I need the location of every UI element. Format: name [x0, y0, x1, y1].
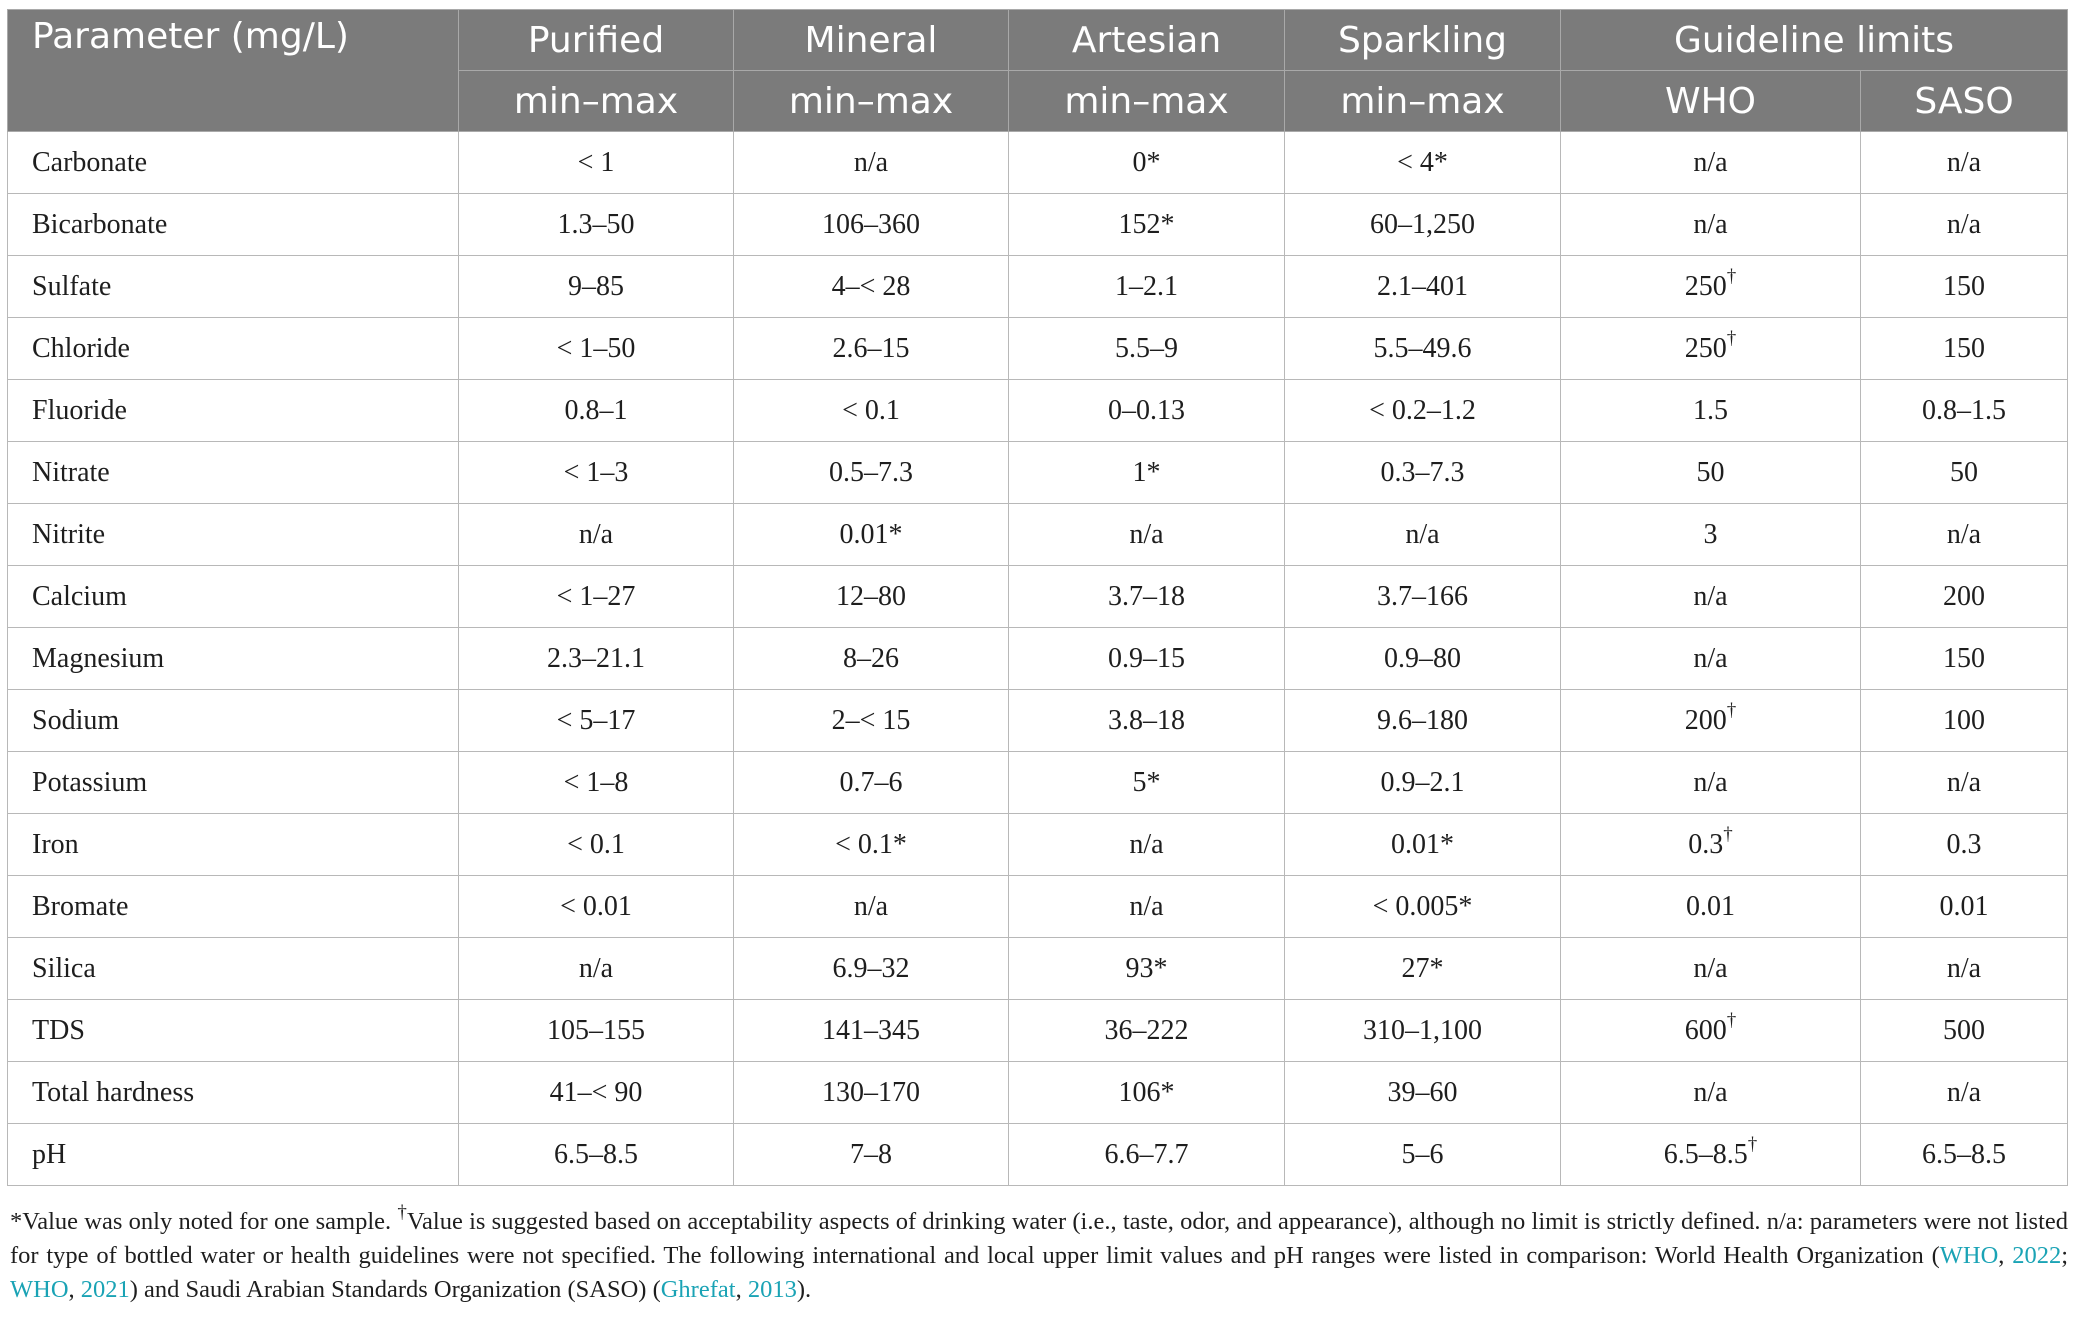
citation-link-who-2021[interactable]: WHO: [10, 1276, 69, 1303]
dagger-mark: †: [1747, 1134, 1758, 1156]
header-mineral: Mineral: [734, 10, 1009, 71]
citation-link-2013[interactable]: 2013: [747, 1276, 797, 1303]
cell-mineral: < 0.1*: [734, 814, 1009, 876]
cell-mineral: 106–360: [734, 194, 1009, 256]
who-value: n/a: [1693, 580, 1728, 612]
header-mineral-range: min–max: [734, 71, 1009, 132]
cell-saso: n/a: [1861, 752, 2068, 814]
citation-link-who-2022[interactable]: WHO: [1939, 1242, 1999, 1269]
cell-saso: 0.01: [1861, 876, 2068, 938]
footnote-text-1: *Value was only noted for one sample.: [10, 1208, 398, 1235]
cell-mineral: 7–8: [734, 1124, 1009, 1186]
separator: ,: [1998, 1242, 2013, 1269]
cell-sparkling: 5–6: [1285, 1124, 1561, 1186]
cell-who: [1561, 690, 1861, 752]
footnote-text-4: ).: [796, 1276, 812, 1303]
table-row: [8, 1124, 2068, 1186]
cell-who: [1561, 318, 1861, 380]
cell-saso: 150: [1861, 318, 2068, 380]
table-body: [8, 132, 2068, 1186]
cell-mineral: 2.6–15: [734, 318, 1009, 380]
cell-purified: 41–< 90: [459, 1062, 734, 1124]
header-artesian-range: min–max: [1009, 71, 1285, 132]
dagger-mark: †: [1726, 1010, 1737, 1032]
cell-purified: n/a: [459, 504, 734, 566]
cell-parameter-name: Bromate: [8, 876, 459, 938]
cell-mineral: n/a: [734, 132, 1009, 194]
cell-artesian: 106*: [1009, 1062, 1285, 1124]
who-value: n/a: [1693, 952, 1728, 984]
cell-parameter-name: Chloride: [8, 318, 459, 380]
who-value: n/a: [1693, 642, 1728, 674]
cell-sparkling: 0.9–2.1: [1285, 752, 1561, 814]
table-row: [8, 628, 2068, 690]
cell-artesian: 0.9–15: [1009, 628, 1285, 690]
cell-sparkling: 2.1–401: [1285, 256, 1561, 318]
cell-purified: < 1: [459, 132, 734, 194]
table-row: [8, 938, 2068, 1000]
cell-parameter-name: TDS: [8, 1000, 459, 1062]
cell-mineral: n/a: [734, 876, 1009, 938]
cell-saso: 150: [1861, 256, 2068, 318]
cell-mineral: 8–26: [734, 628, 1009, 690]
footnote-text-3: ) and Saudi Arabian Standards Organization (SASO) (: [129, 1276, 661, 1303]
table-row: [8, 876, 2068, 938]
cell-who: [1561, 752, 1861, 814]
cell-mineral: 0.7–6: [734, 752, 1009, 814]
header-who: WHO: [1561, 71, 1861, 132]
table-header: [8, 10, 2068, 132]
cell-purified: 2.3–21.1: [459, 628, 734, 690]
citation-link-2022[interactable]: 2022: [2012, 1242, 2062, 1269]
cell-who: [1561, 938, 1861, 1000]
cell-artesian: 5.5–9: [1009, 318, 1285, 380]
cell-purified: < 1–27: [459, 566, 734, 628]
cell-purified: 105–155: [459, 1000, 734, 1062]
who-value: n/a: [1693, 766, 1728, 798]
cell-saso: 0.8–1.5: [1861, 380, 2068, 442]
cell-purified: 0.8–1: [459, 380, 734, 442]
cell-purified: < 5–17: [459, 690, 734, 752]
cell-purified: < 1–50: [459, 318, 734, 380]
cell-purified: < 0.01: [459, 876, 734, 938]
separator: ,: [735, 1276, 748, 1303]
table-row: [8, 256, 2068, 318]
table-row: [8, 752, 2068, 814]
header-sparkling: Sparkling: [1285, 10, 1561, 71]
cell-saso: 150: [1861, 628, 2068, 690]
who-value: n/a: [1693, 146, 1728, 178]
cell-sparkling: 0.9–80: [1285, 628, 1561, 690]
cell-who: [1561, 628, 1861, 690]
cell-parameter-name: Nitrate: [8, 442, 459, 504]
cell-saso: 200: [1861, 566, 2068, 628]
cell-who: [1561, 876, 1861, 938]
cell-who: [1561, 442, 1861, 504]
table-row: [8, 1062, 2068, 1124]
header-guideline-limits: Guideline limits: [1561, 10, 2068, 71]
cell-sparkling: < 4*: [1285, 132, 1561, 194]
water-parameters-table: [7, 9, 2068, 1186]
cell-saso: 500: [1861, 1000, 2068, 1062]
cell-purified: 1.3–50: [459, 194, 734, 256]
who-value: n/a: [1693, 208, 1728, 240]
who-value: 250: [1684, 332, 1727, 364]
dagger-mark: †: [397, 1201, 408, 1223]
citation-link-2021[interactable]: 2021: [80, 1276, 130, 1303]
cell-artesian: 6.6–7.7: [1009, 1124, 1285, 1186]
citation-link-ghrefat[interactable]: Ghrefat: [660, 1276, 736, 1303]
cell-parameter-name: pH: [8, 1124, 459, 1186]
cell-artesian: n/a: [1009, 876, 1285, 938]
cell-artesian: 5*: [1009, 752, 1285, 814]
cell-sparkling: 3.7–166: [1285, 566, 1561, 628]
table-row: [8, 442, 2068, 504]
who-value: 200: [1684, 704, 1727, 736]
cell-mineral: 4–< 28: [734, 256, 1009, 318]
dagger-mark: †: [1723, 824, 1733, 846]
cell-purified: 9–85: [459, 256, 734, 318]
cell-artesian: 36–222: [1009, 1000, 1285, 1062]
cell-mineral: 141–345: [734, 1000, 1009, 1062]
separator: ;: [2061, 1242, 2068, 1269]
cell-mineral: 130–170: [734, 1062, 1009, 1124]
cell-sparkling: 310–1,100: [1285, 1000, 1561, 1062]
cell-mineral: 2–< 15: [734, 690, 1009, 752]
table-row: [8, 566, 2068, 628]
who-value: 0.3: [1688, 828, 1724, 860]
cell-mineral: 12–80: [734, 566, 1009, 628]
table-container: [7, 9, 2067, 1186]
cell-sparkling: 0.3–7.3: [1285, 442, 1561, 504]
who-value: n/a: [1693, 1076, 1728, 1108]
cell-mineral: 6.9–32: [734, 938, 1009, 1000]
cell-parameter-name: Calcium: [8, 566, 459, 628]
cell-artesian: 0*: [1009, 132, 1285, 194]
header-artesian: Artesian: [1009, 10, 1285, 71]
cell-saso: n/a: [1861, 194, 2068, 256]
dagger-mark: †: [1726, 328, 1737, 350]
who-value: 1.5: [1693, 394, 1728, 426]
cell-parameter-name: Fluoride: [8, 380, 459, 442]
cell-artesian: 3.8–18: [1009, 690, 1285, 752]
cell-sparkling: 60–1,250: [1285, 194, 1561, 256]
cell-sparkling: 39–60: [1285, 1062, 1561, 1124]
cell-parameter-name: Bicarbonate: [8, 194, 459, 256]
cell-artesian: 93*: [1009, 938, 1285, 1000]
cell-artesian: 0–0.13: [1009, 380, 1285, 442]
table-row: [8, 1000, 2068, 1062]
cell-saso: n/a: [1861, 938, 2068, 1000]
cell-sparkling: 9.6–180: [1285, 690, 1561, 752]
cell-who: [1561, 380, 1861, 442]
separator: ,: [68, 1276, 81, 1303]
header-saso: SASO: [1861, 71, 2068, 132]
header-purified: Purified: [459, 10, 734, 71]
dagger-mark: †: [1726, 700, 1737, 722]
cell-artesian: 1*: [1009, 442, 1285, 504]
cell-who: [1561, 1124, 1861, 1186]
cell-purified: 6.5–8.5: [459, 1124, 734, 1186]
footnote-text-2: Value is suggested based on acceptability aspects of drinking water (i.e., taste, odor, and appearance), although no limit is strictly defined. n/a: parameters were not listed for type of bottled water or health guidelines were not specified. The following international and local upper limit values and pH ranges were listed in comparison: World Health Organization (: [10, 1208, 2069, 1269]
table-footnote: [10, 1201, 2069, 1307]
cell-mineral: 0.01*: [734, 504, 1009, 566]
cell-parameter-name: Nitrite: [8, 504, 459, 566]
cell-parameter-name: Carbonate: [8, 132, 459, 194]
cell-purified: < 1–8: [459, 752, 734, 814]
table-row: [8, 814, 2068, 876]
cell-mineral: < 0.1: [734, 380, 1009, 442]
cell-parameter-name: Magnesium: [8, 628, 459, 690]
table-row: [8, 318, 2068, 380]
table-row: [8, 132, 2068, 194]
who-value: 6.5–8.5: [1663, 1138, 1748, 1170]
cell-artesian: 1–2.1: [1009, 256, 1285, 318]
cell-parameter-name: Sodium: [8, 690, 459, 752]
cell-saso: 100: [1861, 690, 2068, 752]
cell-purified: < 0.1: [459, 814, 734, 876]
cell-parameter-name: Sulfate: [8, 256, 459, 318]
cell-sparkling: < 0.005*: [1285, 876, 1561, 938]
cell-who: [1561, 1062, 1861, 1124]
header-parameter: Parameter (mg/L): [8, 10, 459, 132]
table-row: [8, 504, 2068, 566]
cell-saso: n/a: [1861, 1062, 2068, 1124]
cell-artesian: n/a: [1009, 504, 1285, 566]
cell-sparkling: 27*: [1285, 938, 1561, 1000]
cell-parameter-name: Silica: [8, 938, 459, 1000]
cell-sparkling: n/a: [1285, 504, 1561, 566]
cell-parameter-name: Iron: [8, 814, 459, 876]
cell-sparkling: 5.5–49.6: [1285, 318, 1561, 380]
table-row: [8, 690, 2068, 752]
cell-who: [1561, 256, 1861, 318]
cell-sparkling: 0.01*: [1285, 814, 1561, 876]
header-sparkling-range: min–max: [1285, 71, 1561, 132]
cell-who: [1561, 814, 1861, 876]
cell-parameter-name: Total hardness: [8, 1062, 459, 1124]
cell-who: [1561, 132, 1861, 194]
who-value: 0.01: [1686, 890, 1735, 922]
who-value: 50: [1696, 456, 1725, 488]
cell-mineral: 0.5–7.3: [734, 442, 1009, 504]
cell-artesian: 152*: [1009, 194, 1285, 256]
cell-saso: n/a: [1861, 132, 2068, 194]
cell-artesian: n/a: [1009, 814, 1285, 876]
cell-saso: 6.5–8.5: [1861, 1124, 2068, 1186]
cell-sparkling: < 0.2–1.2: [1285, 380, 1561, 442]
cell-who: [1561, 1000, 1861, 1062]
cell-who: [1561, 504, 1861, 566]
cell-purified: n/a: [459, 938, 734, 1000]
who-value: 600: [1684, 1014, 1727, 1046]
header-row-1: [8, 10, 2068, 71]
table-row: [8, 380, 2068, 442]
cell-who: [1561, 566, 1861, 628]
cell-saso: 50: [1861, 442, 2068, 504]
cell-purified: < 1–3: [459, 442, 734, 504]
cell-who: [1561, 194, 1861, 256]
cell-saso: n/a: [1861, 504, 2068, 566]
header-purified-range: min–max: [459, 71, 734, 132]
table-row: [8, 194, 2068, 256]
dagger-mark: †: [1726, 266, 1737, 288]
who-value: 250: [1684, 270, 1727, 302]
who-value: 3: [1703, 518, 1718, 550]
cell-parameter-name: Potassium: [8, 752, 459, 814]
cell-artesian: 3.7–18: [1009, 566, 1285, 628]
cell-saso: 0.3: [1861, 814, 2068, 876]
